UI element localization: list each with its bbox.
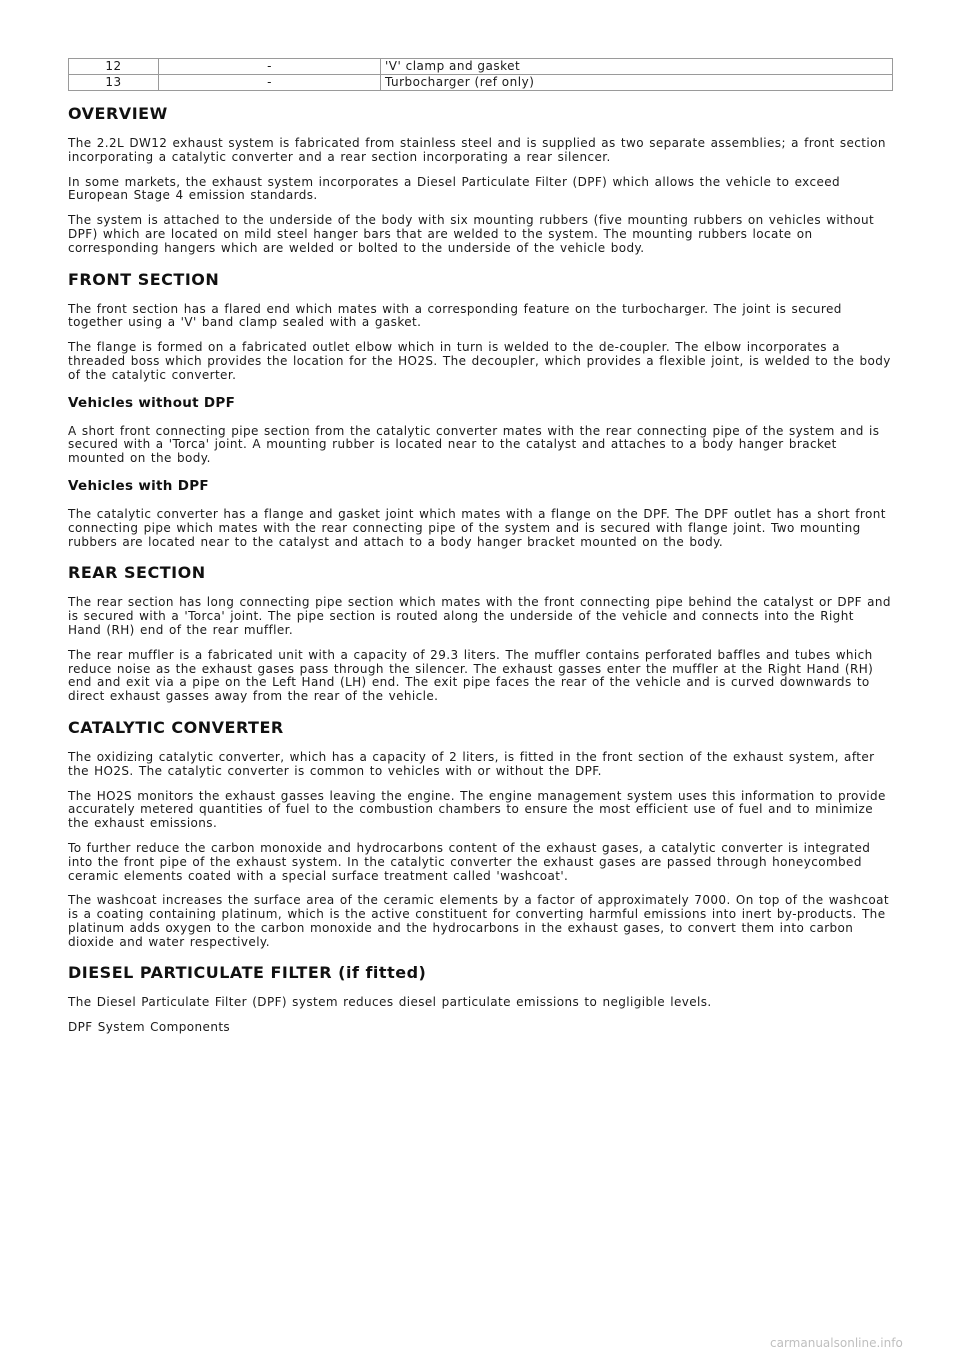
catalytic-paragraph-3: To further reduce the carbon monoxide and hydrocarbons content of the exhaust gases, a catalytic converter is integrated into the front pipe of the exhaust system. In the catalytic converter the exhaust gases are passed through honeycombed ceramic elements coated with a special surface treatment called 'washcoat'. [68, 840, 871, 883]
dpf-heading: DIESEL PARTICULATE FILTER (if fitted) [68, 963, 427, 983]
rear-paragraph-2: The rear muffler is a fabricated unit with a capacity of 29.3 liters. The muffler contains perforated baffles and tubes which reduce noise as the exhaust gases pass through the silencer. The exhaust gasses enter the muffler at the Right Hand (RH) end and exit via a pipe on the Left Hand (LH) end. The exit pipe faces the rear of the vehicle and is curved downwards to direct exhaust gasses away from the rear of the vehicle. [68, 647, 874, 704]
front-section-heading: FRONT SECTION [68, 269, 220, 289]
dpf-paragraph-1: The Diesel Particulate Filter (DPF) system reduces diesel particulate emissions to negligible levels. [68, 995, 712, 1010]
table-row [69, 59, 893, 75]
catalytic-paragraph-4: The washcoat increases the surface area of the ceramic elements by a factor of approximately 7000. On top of the washcoat is a coating containing platinum, which is the active constituent for converting harmful emissions into inert by-products. The platinum adds oxygen to the carbon monoxide and the hydrocarbons in the exhaust gases, to convert them into carbon dioxide and water respectively. [68, 893, 889, 949]
part-description: Turbocharger (ref only) [381, 75, 893, 91]
catalytic-paragraph-2: The HO2S monitors the exhaust gasses leaving the engine. The engine management system uses this information to provide accurately metered quantities of fuel to the combustion chambers to ensure the most efficient use of fuel and to minimize the exhaust emissions. [68, 788, 886, 831]
with-dpf-heading: Vehicles with DPF [68, 477, 209, 494]
overview-paragraph-3: The system is attached to the underside of the body with six mounting rubbers (five mounting rubbers on vehicles without DPF) which are located on mild steel hanger bars that are welded to the system. The mounting rubbers locate on corresponding hangers which are welded or bolted to the underside of the vehicle body. [68, 213, 875, 255]
rear-paragraph-1: The rear section has long connecting pipe section which mates with the front connecting pipe behind the catalyst or DPF and is secured with a 'Torca' joint. The pipe section is routed along the underside of the vehicle and connects into the Right Hand (RH) end of the rear muffler. [68, 595, 891, 637]
part-number: 13 [69, 75, 159, 91]
watermark: carmanualsonline.info [770, 1336, 903, 1350]
without-dpf-heading: Vehicles without DPF [68, 394, 236, 411]
overview-heading: OVERVIEW [68, 104, 168, 123]
catalytic-paragraph-1: The oxidizing catalytic converter, which has a capacity of 2 liters, is fitted in the front section of the exhaust system, after the HO2S. The catalytic converter is common to vehicles with or without the DPF. [68, 749, 875, 778]
catalytic-converter-heading: CATALYTIC CONVERTER [68, 717, 284, 737]
part-quantity: - [159, 59, 381, 75]
part-description: 'V' clamp and gasket [381, 59, 893, 75]
part-quantity: - [159, 75, 381, 91]
rear-section-heading: REAR SECTION [68, 563, 206, 583]
front-paragraph-2: The flange is formed on a fabricated outlet elbow which in turn is welded to the de-coupler. The elbow incorporates a threaded boss which provides the location for the HO2S. The decoupler, which provides a flexible joint, is welded to the body of the catalytic converter. [68, 340, 891, 382]
with-dpf-paragraph: The catalytic converter has a flange and gasket joint which mates with a flange on the DPF. The DPF outlet has a short front connecting pipe which mates with the rear connecting pipe of the system and is secured with flange joint. Two mounting rubbers are located near to the catalyst and attach to a body hanger bracket mounted on the body. [68, 506, 886, 549]
without-dpf-paragraph: A short front connecting pipe section from the catalytic converter mates with the rear connecting pipe of the system and is secured with a 'Torca' joint. A mounting rubber is located near to the catalyst and attaches to a body hanger bracket mounted on the body. [68, 423, 880, 466]
table-row [69, 75, 893, 91]
manual-page [68, 58, 892, 1035]
overview-paragraph-1: The 2.2L DW12 exhaust system is fabricated from stainless steel and is supplied as two separate assemblies; a front section incorporating a catalytic converter and a rear section incorporating a rear silencer. [68, 136, 886, 164]
part-number: 12 [69, 59, 159, 75]
front-paragraph-1: The front section has a flared end which mates with a corresponding feature on the turbocharger. The joint is secured together using a 'V' band clamp sealed with a gasket. [68, 301, 842, 330]
overview-paragraph-2: In some markets, the exhaust system incorporates a Diesel Particulate Filter (DPF) which allows the vehicle to exceed European Stage 4 emission standards. [68, 174, 841, 203]
dpf-components-label: DPF System Components [68, 1020, 231, 1035]
parts-table [68, 58, 893, 91]
